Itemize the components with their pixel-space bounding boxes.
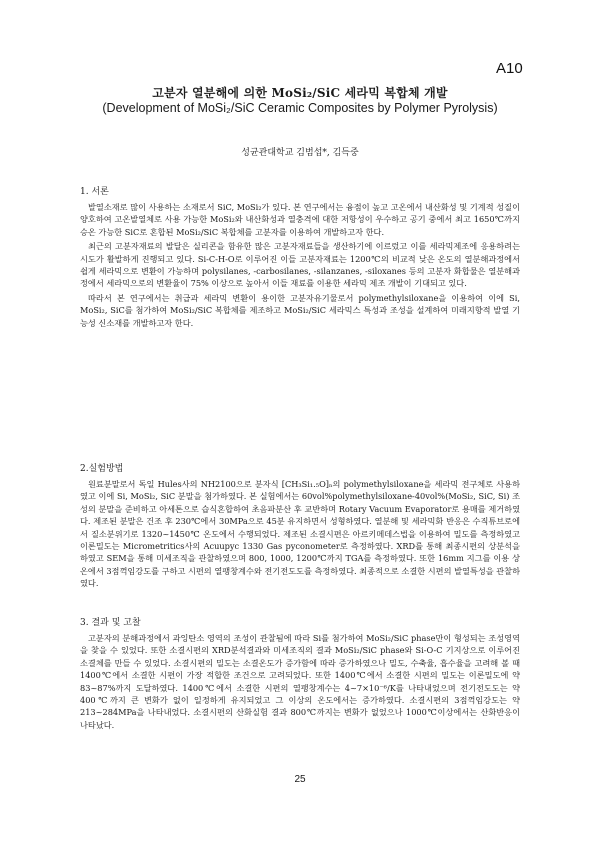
paragraph: 원료분말로서 독일 Hules사의 NH2100으로 분자식 [CH₃Si₁.₅O]ₙ의 polymethylsiloxane을 세라믹 전구체로 사용하였고 이에 Si, MoSi₂, SiC 분말을 첨가하였다. 본 실험에서는 60vol%polymethylsiloxane-40vol%(MoSi₂, SiC, Si) 조성의 분말을 준비하고 아세톤으로 습식혼합하여 초음파분산 후 교반하며 Rotary Vacuum Evaporator로 용매를 제거하였다. 제조된 분말은 건조 후 230℃에서 30MPa으로 45분 유지하면서 성형하였다. 열분해 및 세라믹화 반응은 수직튜브로에서 질소분위기로 1320~1450℃ 온도에서 수행되었다. 제조된 소결시편은 아르키메데스법을 이용하여 밀도를 측정하였고 이론밀도는 Micrometritics사의 Acuupyc 1330 Gas pyconometer로 측정하였다. XRD를 통해 최종시편의 상분석을 하였고 SEM을 통해 미세조직을 관찰하였으며 800, 1000, 1200℃까지 TGA를 측정하였다. 또한 16mm 지그를 이용 상온에서 3점꺽임강도를 구하고 시편의 열팽창계수와 전기전도도를 측정하였다. 최종적으로 소결한 시편의 발열특성을 관찰하였다.: [80, 479, 520, 589]
section-heading: 1. 서론: [80, 187, 109, 197]
section-introduction: [80, 186, 520, 331]
section-methods: [80, 463, 520, 592]
section-heading: 3. 결과 및 고찰: [80, 618, 141, 628]
paragraph: 고분자의 분해과정에서 과잉탄소 영역의 조성이 관찰됨에 따라 Si를 첨가하여 MoSi₂/SiC phase만이 형성되는 조성영역을 찾을 수 있었다. 또한 소결시편의 XRD분석결과와 미세조직의 결과 MoSi₂/SiC phase와 Si-O-C 기지상으로 이루어진 소결체를 만들 수 있었다. 소결시편의 밀도는 소결온도가 증가함에 따라 증가하였으나 밀도, 수축율, 흡수율을 고려해 볼 때 1400℃에서 소결한 시편이 가장 적합한 조건으로 고려되었다. 또한 1400℃에서 소결한 시편의 밀도는 이론밀도에 약 83~87%까지 도달하였다. 1400℃에서 소결한 시편의 열팽창계수는 4~7×10⁻⁶/K를 나타내었으며 전기전도도는 약 400℃까지 큰 변화가 없이 일정하게 유지되었고 그 이상의 온도에서는 증가하였다. 소결시편의 3점꺽임강도는 약 213~284MPa을 나타내었다. 소결시편의 산화실험 결과 800℃까지는 변화가 없었으나 1000℃이상에서는 산화반응이 나타났다.: [80, 633, 520, 730]
paragraph: 발열소재로 많이 사용하는 소재로서 SiC, MoSi₂가 있다. 본 연구에서는 융점이 높고 고온에서 내산화성 및 기계적 성질이 양호하여 고온발열체로 사용 가능한 MoSi₂와 내산화성과 열충격에 대한 저항성이 우수하고 공기 중에서 최고 1650℃까지 승온 가능한 SiC로 혼합된 MoSi₂/SiC 복합체를 고분자를 이용하여 개발하고자 한다.: [80, 202, 520, 237]
paragraph: 따라서 본 연구에서는 취급과 세라믹 변환이 용이한 고분자유기물로서 polymethylsiloxane을 이용하여 이에 Si, MoSi₂, SiC를 첨가하여 MoSi₂/SiC 복합체를 제조하고 MoSi₂/SiC 세라믹스 특성과 조성을 설계하여 미래지향적 발열 기능성 신소재를 개발하고자 한다.: [80, 292, 520, 328]
authors: 성균관대학교 김범섭*, 김득중: [241, 148, 359, 158]
page-number: 25: [294, 774, 306, 785]
section-heading: 2.실험방법: [80, 464, 124, 474]
abstract-code: A10: [496, 60, 523, 77]
section-results: [80, 617, 520, 733]
title-english: (Development of MoSi₂/SiC Ceramic Composites by Polymer Pyrolysis): [102, 101, 498, 115]
paragraph: 최근의 고분자재료의 발달은 실리콘을 함유한 많은 고분자재료들을 생산하기에 이르렀고 이를 세라믹제조에 응용하려는 시도가 활발하게 진행되고 있다. Si-C-H-O로 이루어진 이들 고분자재료는 1200℃의 비교적 낮은 온도의 열분해과정에서 쉽게 세라믹으로 변환이 가능하며 polysilanes, -carbosilanes, -silanzanes, -siloxanes 등의 고분자 화합물은 열분해과정에서 세라믹으로의 변환율이 75% 이상으로 높아서 이들 재료를 이용한 세라믹 제조 개발이 기대되고 있다.: [80, 241, 520, 289]
title-korean: 고분자 열분해에 의한 MoSi₂/SiC 세라믹 복합체 개발: [152, 86, 448, 100]
